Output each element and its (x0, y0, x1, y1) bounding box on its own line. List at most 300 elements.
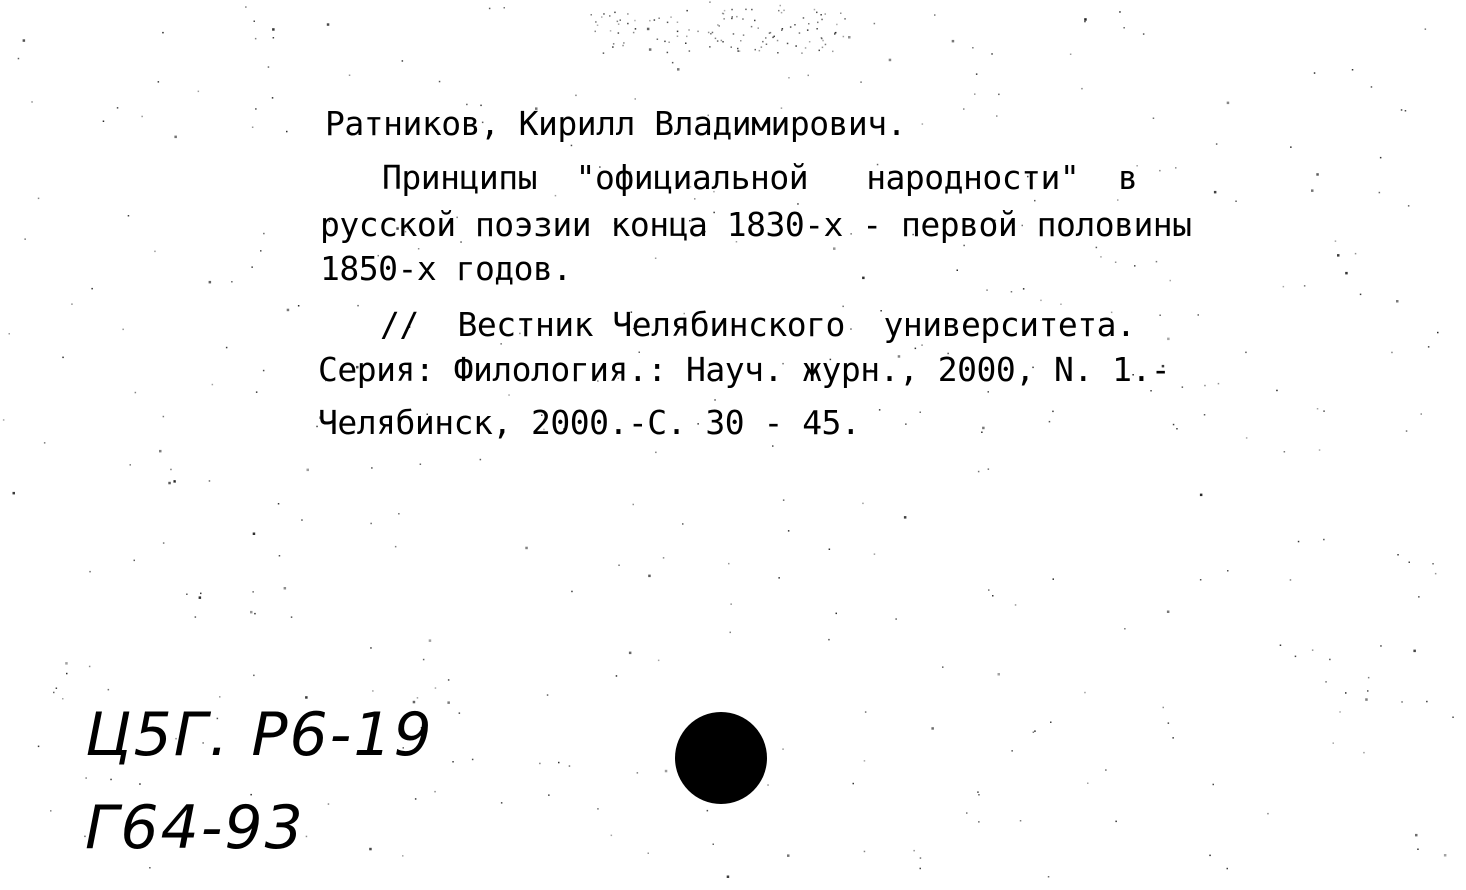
speckle (558, 762, 560, 764)
speckle (91, 288, 93, 290)
speckle (279, 555, 281, 557)
speckle (1156, 261, 1158, 263)
speckle (781, 30, 783, 32)
speckle (1391, 352, 1393, 354)
speckle (612, 46, 614, 48)
title-line-2: русской поэзии конца 1830-х - первой половины (320, 205, 1192, 244)
speckle (273, 37, 275, 39)
speckle (253, 675, 255, 677)
speckle (627, 13, 629, 15)
speckle (762, 41, 764, 43)
speckle (1246, 437, 1248, 439)
speckle (657, 39, 659, 41)
speckle (777, 40, 779, 42)
speckle (627, 23, 629, 25)
speckle (1033, 732, 1035, 734)
speckle (1011, 291, 1013, 293)
speckle (571, 145, 573, 147)
speckle (801, 52, 803, 54)
speckle (254, 21, 256, 23)
speckle (1368, 677, 1370, 679)
speckle (198, 91, 200, 93)
speckle (977, 791, 979, 793)
speckle (66, 673, 68, 675)
speckle (255, 108, 257, 110)
speckle (429, 639, 432, 642)
speckle (1227, 868, 1229, 870)
speckle (254, 613, 256, 615)
speckle (159, 450, 162, 453)
speckle (1115, 821, 1117, 823)
speckle (794, 24, 796, 26)
speckle (1213, 784, 1215, 786)
speckle (1235, 201, 1237, 203)
speckle (853, 783, 855, 785)
speckle (751, 26, 753, 28)
speckle (836, 613, 838, 615)
speckle (162, 32, 164, 34)
speckle (85, 777, 87, 779)
speckle (1426, 701, 1428, 703)
speckle (1284, 451, 1286, 453)
speckle (723, 13, 725, 15)
speckle (601, 16, 603, 18)
speckle (633, 504, 635, 506)
speckle (816, 12, 818, 14)
speckle (844, 18, 846, 20)
speckle (575, 95, 577, 97)
speckle (1417, 849, 1419, 851)
speckle (832, 51, 834, 53)
speckle (174, 136, 177, 139)
speckle (836, 24, 838, 26)
speckle (730, 632, 732, 634)
speckle (685, 43, 687, 45)
speckle (649, 48, 652, 51)
speckle (1339, 711, 1341, 713)
speckle (1173, 424, 1175, 426)
speckle (439, 81, 441, 83)
speckle (1087, 783, 1089, 785)
speckle (613, 43, 615, 45)
speckle (816, 28, 818, 30)
speckle (1355, 253, 1357, 255)
speckle (817, 22, 819, 24)
speckle (287, 309, 290, 312)
speckle (1084, 18, 1087, 21)
speckle (1367, 690, 1369, 692)
speckle (834, 33, 836, 35)
speckle (1360, 294, 1362, 296)
speckle (372, 690, 374, 692)
speckle (1418, 596, 1420, 598)
speckle (767, 784, 769, 786)
speckle (777, 52, 779, 54)
speckle (1444, 854, 1447, 857)
speckle (597, 25, 599, 27)
speckle (618, 565, 620, 567)
speckle (778, 10, 780, 12)
speckle (149, 867, 151, 869)
speckle (618, 23, 620, 25)
speckle (305, 696, 308, 699)
speckle (819, 50, 821, 52)
source-line-3: Челябинск, 2000.-С. 30 - 45. (318, 403, 861, 442)
speckle (1081, 88, 1083, 90)
speckle (934, 14, 936, 16)
speckle (38, 198, 40, 200)
speckle (1432, 563, 1434, 565)
speckle (480, 459, 482, 461)
speckle (723, 18, 725, 20)
speckle (972, 47, 974, 49)
speckle (874, 553, 876, 555)
speckle (1401, 701, 1403, 703)
speckle (1200, 494, 1203, 497)
speckle (547, 694, 549, 696)
speckle (688, 29, 690, 31)
speckle (712, 32, 714, 34)
speckle (1096, 247, 1098, 249)
speckle (623, 42, 625, 44)
speckle (255, 38, 257, 40)
speckle (158, 81, 160, 83)
speckle (1397, 554, 1399, 556)
speckle (622, 45, 624, 47)
speckle (1363, 752, 1365, 754)
speckle (1050, 722, 1052, 724)
punch-hole (675, 712, 767, 804)
speckle (89, 571, 91, 573)
speckle (327, 23, 330, 26)
speckle (922, 123, 924, 125)
speckle (1421, 413, 1423, 415)
speckle (731, 9, 733, 11)
speckle (745, 9, 747, 11)
speckle (1119, 11, 1121, 13)
speckle (821, 19, 823, 21)
speckle (1070, 54, 1072, 56)
speckle (1227, 570, 1229, 572)
speckle (1295, 656, 1297, 658)
speckle (981, 432, 983, 434)
speckle (889, 59, 892, 62)
speckle (1409, 562, 1411, 564)
speckle (65, 662, 68, 665)
speckle (434, 791, 436, 793)
speckle (1290, 579, 1292, 581)
speckle (828, 639, 830, 641)
speckle (988, 468, 990, 470)
speckle (731, 18, 733, 20)
speckle (620, 19, 622, 21)
speckle (778, 577, 780, 579)
speckle (402, 60, 404, 62)
speckle (708, 32, 710, 34)
speckle (1167, 338, 1170, 341)
speckle (664, 41, 666, 43)
speckle (822, 47, 824, 49)
speckle (548, 794, 550, 796)
speckle (655, 452, 657, 454)
speckle (1115, 262, 1117, 264)
speckle (1143, 33, 1145, 35)
title-line-1: Принципы "официальной народности" в (382, 158, 1138, 197)
speckle (447, 701, 450, 704)
speckle (865, 711, 867, 713)
speckle (672, 62, 674, 64)
speckle (1100, 256, 1102, 258)
speckle (860, 81, 862, 83)
speckle (1323, 410, 1325, 412)
speckle (1276, 390, 1278, 392)
speckle (713, 844, 715, 846)
speckle (782, 28, 784, 30)
speckle (103, 121, 105, 123)
speckle (803, 17, 805, 19)
speckle (1352, 69, 1354, 71)
speckle (1150, 390, 1152, 392)
speckle (108, 689, 110, 691)
speckle (24, 238, 26, 240)
speckle (1405, 110, 1407, 112)
speckle (1134, 265, 1136, 267)
speckle (1329, 659, 1331, 661)
speckle (787, 854, 790, 857)
speckle (231, 281, 233, 283)
speckle (504, 7, 506, 9)
speckle (807, 30, 809, 32)
speckle (982, 427, 985, 430)
speckle (571, 591, 573, 593)
speckle (253, 533, 256, 536)
speckle (920, 857, 922, 859)
speckle (1214, 191, 1217, 194)
speckle (920, 868, 922, 870)
speckle (395, 546, 397, 548)
speckle (226, 347, 228, 349)
speckle (799, 32, 801, 34)
speckle (663, 557, 665, 559)
speckle (1123, 27, 1125, 29)
speckle (1371, 86, 1373, 88)
speckle (709, 1, 711, 3)
speckle (633, 32, 635, 34)
speckle (154, 251, 156, 253)
speckle (862, 277, 865, 280)
speckle (1280, 645, 1282, 647)
speckle (648, 575, 651, 578)
speckle (369, 848, 372, 851)
speckle (766, 44, 768, 46)
speckle (988, 391, 990, 393)
speckle (649, 20, 651, 22)
speckle (38, 746, 40, 748)
speckle (686, 10, 688, 12)
speckle (122, 329, 124, 331)
speckle (788, 530, 790, 532)
speckle (634, 20, 636, 22)
speckle (219, 696, 221, 698)
speckle (139, 783, 141, 785)
speckle (50, 810, 52, 812)
speckle (1034, 730, 1036, 732)
speckle (1084, 692, 1086, 694)
speckle (761, 46, 763, 48)
speckle (648, 853, 650, 855)
speckle (998, 94, 1000, 96)
title-line-3: 1850-х годов. (320, 249, 572, 288)
speckle (402, 855, 404, 857)
speckle (371, 467, 373, 469)
speckle (637, 772, 639, 774)
speckle (53, 692, 55, 694)
speckle (840, 13, 842, 15)
speckle (668, 42, 670, 44)
speckle (56, 688, 58, 690)
source-line-1: // Вестник Челябинского университета. (380, 305, 1136, 344)
speckle (415, 798, 417, 800)
speckle (737, 48, 739, 50)
speckle (736, 16, 738, 18)
speckle (755, 49, 757, 51)
speckle (597, 808, 599, 810)
speckle (781, 12, 783, 14)
speckle (658, 660, 660, 662)
speckle (603, 52, 605, 54)
speckle (862, 503, 864, 505)
speckle (272, 28, 275, 31)
speckle (1401, 109, 1403, 111)
speckle (658, 18, 660, 20)
speckle (730, 603, 732, 605)
speckle (805, 47, 807, 49)
speckle (328, 803, 330, 805)
speckle (618, 32, 620, 34)
speckle (795, 45, 797, 47)
speckle (991, 53, 993, 55)
speckle (62, 698, 64, 700)
speckle (398, 513, 400, 515)
speckle (719, 25, 721, 27)
speckle (765, 37, 767, 39)
speckle (1023, 288, 1025, 290)
speckle (1053, 578, 1055, 580)
speckle (952, 40, 955, 43)
speckle (1345, 692, 1347, 694)
speckle (298, 305, 300, 307)
speckle (742, 18, 744, 20)
speckle (1413, 650, 1416, 653)
speckle (250, 611, 253, 614)
speckle (920, 412, 922, 414)
speckle (677, 31, 679, 32)
speckle (448, 679, 450, 681)
speckle (199, 596, 202, 599)
speckle (740, 40, 742, 42)
speckle (986, 289, 988, 291)
speckle (1311, 189, 1314, 192)
speckle (825, 44, 827, 46)
speckle (1216, 143, 1218, 145)
speckle (1245, 352, 1247, 354)
speckle (603, 13, 605, 15)
speckle (110, 779, 112, 781)
speckle (245, 6, 247, 8)
speckle (1290, 146, 1292, 148)
speckle (697, 31, 699, 32)
speckle (209, 480, 211, 482)
speckle (739, 50, 741, 52)
speckle (957, 270, 959, 272)
speckle (728, 563, 730, 565)
speckle (1325, 681, 1327, 683)
speckle (915, 348, 917, 350)
speckle (754, 20, 756, 22)
speckle (731, 46, 733, 48)
speckle (769, 32, 771, 34)
speckle (286, 131, 288, 133)
speckle (370, 523, 372, 525)
speckle (508, 394, 510, 396)
speckle (539, 763, 541, 765)
speckle (629, 652, 632, 655)
speckle (1415, 834, 1418, 837)
speckle (18, 58, 20, 60)
speckle (709, 46, 711, 48)
speckle (1396, 300, 1399, 303)
speckle (3, 419, 5, 421)
speckle (595, 31, 597, 32)
speckle (759, 50, 761, 52)
speckle (62, 357, 64, 359)
speckle (809, 41, 811, 43)
speckle (942, 666, 944, 668)
speckle (1198, 314, 1200, 316)
speckle (1345, 272, 1348, 275)
speckle (1084, 21, 1086, 23)
speckle (301, 519, 303, 521)
speckle (783, 10, 785, 12)
speckle (787, 43, 789, 45)
speckle (1176, 428, 1178, 430)
speckle (9, 333, 11, 335)
speckle (1428, 346, 1430, 348)
speckle (89, 666, 91, 668)
speckle (174, 480, 176, 482)
speckle (1335, 240, 1337, 242)
speckle (1323, 539, 1325, 541)
speckle (913, 850, 915, 852)
speckle (569, 765, 571, 767)
speckle (1168, 722, 1170, 724)
speckle (829, 549, 831, 551)
speckle (686, 36, 688, 38)
speckle (733, 33, 735, 35)
speckle (71, 303, 73, 305)
speckle (370, 647, 372, 649)
speckle (992, 595, 994, 597)
speckle (966, 812, 968, 814)
speckle (1040, 300, 1042, 302)
speckle (1159, 315, 1161, 317)
speckle (256, 391, 258, 393)
speckle (128, 215, 130, 217)
speckle (616, 675, 618, 677)
speckle (667, 22, 669, 24)
speckle (904, 516, 907, 519)
speckle (879, 409, 881, 411)
